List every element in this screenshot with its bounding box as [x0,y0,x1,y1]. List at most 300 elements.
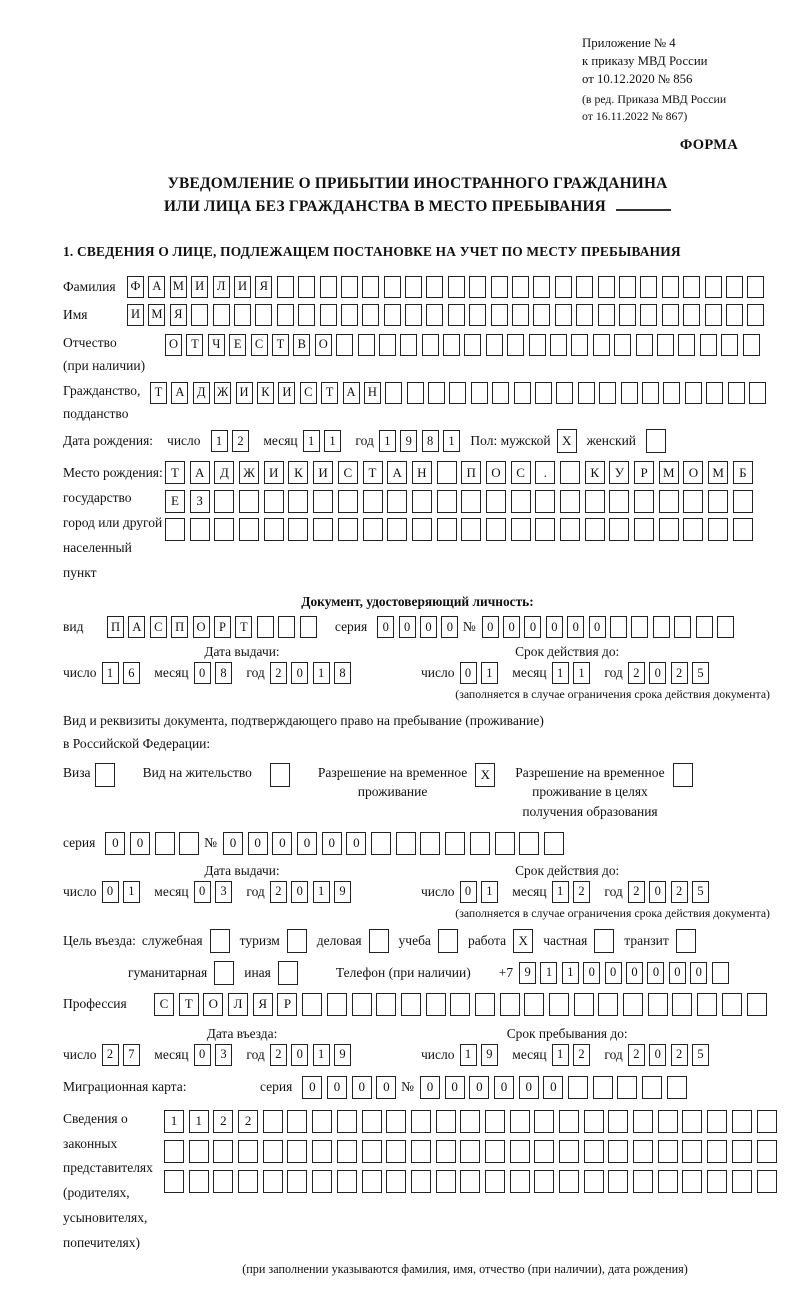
char-cell[interactable]: В [293,334,310,356]
char-cell[interactable] [313,518,333,541]
char-cell[interactable] [662,304,679,326]
residence-issue-day[interactable] [102,881,145,903]
char-cell[interactable] [448,276,465,298]
char-cell[interactable]: А [148,276,165,298]
char-cell[interactable] [405,276,422,298]
char-cell[interactable]: 0 [327,1076,347,1099]
iddoc-number-cells[interactable] [482,616,739,638]
char-cell[interactable] [437,490,457,513]
char-cell[interactable]: О [193,616,210,638]
char-cell[interactable]: Л [228,993,248,1016]
char-cell[interactable] [685,382,702,404]
char-cell[interactable]: 0 [291,881,308,903]
char-cell[interactable] [401,993,421,1016]
char-cell[interactable] [428,382,445,404]
char-cell[interactable] [298,276,315,298]
citizenship-cells[interactable] [150,382,770,404]
char-cell[interactable] [313,490,333,513]
char-cell[interactable]: 8 [215,662,232,684]
char-cell[interactable]: И [236,382,253,404]
char-cell[interactable]: 0 [445,1076,465,1099]
char-cell[interactable] [287,1110,307,1133]
char-cell[interactable] [749,382,766,404]
purpose-tranzit-checkbox[interactable] [676,929,696,953]
char-cell[interactable] [337,1110,357,1133]
char-cell[interactable] [571,334,588,356]
char-cell[interactable] [461,518,481,541]
char-cell[interactable]: Ж [239,461,259,484]
char-cell[interactable] [288,490,308,513]
char-cell[interactable] [534,1140,554,1163]
char-cell[interactable] [678,334,695,356]
char-cell[interactable]: 5 [692,662,709,684]
char-cell[interactable] [722,993,742,1016]
birthplace-row2[interactable] [165,490,758,513]
char-cell[interactable] [633,1170,653,1193]
char-cell[interactable] [757,1140,777,1163]
char-cell[interactable]: О [486,461,506,484]
char-cell[interactable]: И [264,461,284,484]
char-cell[interactable] [674,616,691,638]
char-cell[interactable]: 2 [232,430,249,452]
char-cell[interactable] [511,518,531,541]
char-cell[interactable]: 2 [671,881,688,903]
char-cell[interactable] [732,1110,752,1133]
char-cell[interactable] [384,276,401,298]
char-cell[interactable] [362,304,379,326]
char-cell[interactable] [683,518,703,541]
char-cell[interactable] [726,304,743,326]
char-cell[interactable] [700,334,717,356]
char-cell[interactable]: 0 [346,832,366,855]
char-cell[interactable]: 0 [322,832,342,855]
char-cell[interactable] [405,304,422,326]
char-cell[interactable]: 2 [628,1044,645,1066]
char-cell[interactable] [362,276,379,298]
char-cell[interactable] [511,490,531,513]
char-cell[interactable] [535,382,552,404]
char-cell[interactable]: 1 [303,430,320,452]
char-cell[interactable]: П [107,616,124,638]
char-cell[interactable] [213,304,230,326]
char-cell[interactable]: 0 [543,1076,563,1099]
char-cell[interactable] [533,304,550,326]
char-cell[interactable] [239,490,259,513]
char-cell[interactable] [320,276,337,298]
char-cell[interactable]: С [154,993,174,1016]
char-cell[interactable] [544,832,564,855]
char-cell[interactable] [510,1140,530,1163]
char-cell[interactable]: Н [412,461,432,484]
char-cell[interactable] [358,334,375,356]
char-cell[interactable]: 1 [552,662,569,684]
char-cell[interactable]: 7 [123,1044,140,1066]
char-cell[interactable] [550,334,567,356]
char-cell[interactable] [682,1110,702,1133]
char-cell[interactable] [757,1110,777,1133]
char-cell[interactable]: О [165,334,182,356]
char-cell[interactable]: 1 [573,662,590,684]
char-cell[interactable] [234,304,251,326]
char-cell[interactable]: 0 [503,616,520,638]
char-cell[interactable] [747,276,764,298]
char-cell[interactable]: К [288,461,308,484]
char-cell[interactable]: 8 [334,662,351,684]
char-cell[interactable] [634,490,654,513]
char-cell[interactable] [302,993,322,1016]
char-cell[interactable] [757,1170,777,1193]
purpose-gumanitarnaya-checkbox[interactable] [214,961,234,985]
entry-day[interactable] [102,1044,145,1066]
char-cell[interactable] [672,993,692,1016]
char-cell[interactable]: 2 [628,881,645,903]
birthplace-cells[interactable] [165,461,758,547]
char-cell[interactable] [708,518,728,541]
char-cell[interactable] [338,490,358,513]
char-cell[interactable] [705,276,722,298]
char-cell[interactable] [555,304,572,326]
char-cell[interactable]: Ф [127,276,144,298]
temp-residence-checkbox[interactable]: X [475,763,495,787]
char-cell[interactable]: 0 [567,616,584,638]
char-cell[interactable]: С [338,461,358,484]
char-cell[interactable] [396,832,416,855]
char-cell[interactable]: 0 [441,616,458,638]
char-cell[interactable] [362,1170,382,1193]
entry-year[interactable] [270,1044,356,1066]
char-cell[interactable]: И [234,276,251,298]
char-cell[interactable] [426,276,443,298]
char-cell[interactable] [682,1140,702,1163]
char-cell[interactable]: Е [229,334,246,356]
char-cell[interactable] [585,490,605,513]
gender-male-checkbox[interactable]: X [557,429,577,453]
char-cell[interactable] [619,276,636,298]
char-cell[interactable]: 0 [626,962,643,984]
char-cell[interactable] [412,490,432,513]
char-cell[interactable]: 1 [123,881,140,903]
char-cell[interactable] [708,490,728,513]
char-cell[interactable] [491,304,508,326]
char-cell[interactable] [327,993,347,1016]
char-cell[interactable] [460,1170,480,1193]
char-cell[interactable] [341,276,358,298]
char-cell[interactable]: Т [165,461,185,484]
char-cell[interactable]: 0 [649,662,666,684]
char-cell[interactable] [556,382,573,404]
char-cell[interactable] [300,616,317,638]
char-cell[interactable] [386,1110,406,1133]
char-cell[interactable] [726,276,743,298]
char-cell[interactable] [263,1140,283,1163]
char-cell[interactable] [682,1170,702,1193]
char-cell[interactable]: 0 [690,962,707,984]
char-cell[interactable] [747,993,767,1016]
char-cell[interactable]: 2 [102,1044,119,1066]
char-cell[interactable]: Я [253,993,273,1016]
char-cell[interactable] [642,1076,662,1099]
char-cell[interactable]: 1 [443,430,460,452]
char-cell[interactable] [610,616,627,638]
char-cell[interactable]: 1 [102,662,119,684]
char-cell[interactable] [658,1110,678,1133]
char-cell[interactable]: Р [214,616,231,638]
char-cell[interactable] [155,832,175,855]
char-cell[interactable]: 0 [519,1076,539,1099]
char-cell[interactable]: М [170,276,187,298]
char-cell[interactable]: 1 [313,1044,330,1066]
char-cell[interactable]: У [609,461,629,484]
char-cell[interactable] [721,334,738,356]
char-cell[interactable]: 0 [194,881,211,903]
char-cell[interactable]: 1 [313,881,330,903]
char-cell[interactable] [338,518,358,541]
char-cell[interactable] [585,518,605,541]
char-cell[interactable] [705,304,722,326]
char-cell[interactable] [576,304,593,326]
char-cell[interactable] [633,1110,653,1133]
char-cell[interactable] [712,962,729,984]
char-cell[interactable]: 9 [481,1044,498,1066]
char-cell[interactable]: 0 [376,1076,396,1099]
char-cell[interactable] [593,1076,613,1099]
char-cell[interactable] [533,276,550,298]
phone-cells[interactable] [519,962,733,984]
char-cell[interactable] [341,304,358,326]
char-cell[interactable] [683,304,700,326]
char-cell[interactable] [264,490,284,513]
char-cell[interactable]: А [171,382,188,404]
char-cell[interactable]: С [511,461,531,484]
char-cell[interactable]: А [128,616,145,638]
char-cell[interactable]: С [300,382,317,404]
iddoc-valid-month[interactable] [552,662,595,684]
char-cell[interactable] [486,518,506,541]
char-cell[interactable] [747,304,764,326]
char-cell[interactable] [436,1110,456,1133]
char-cell[interactable]: 0 [524,616,541,638]
char-cell[interactable] [376,993,396,1016]
char-cell[interactable]: Т [363,461,383,484]
migcard-seriya-cells[interactable] [302,1076,401,1099]
birth-year-cells[interactable] [379,430,465,452]
char-cell[interactable] [257,616,274,638]
char-cell[interactable]: Д [214,461,234,484]
char-cell[interactable] [631,616,648,638]
char-cell[interactable]: Я [255,276,272,298]
char-cell[interactable] [189,1140,209,1163]
char-cell[interactable] [512,276,529,298]
char-cell[interactable] [277,276,294,298]
char-cell[interactable] [411,1140,431,1163]
char-cell[interactable] [534,1170,554,1193]
char-cell[interactable]: 0 [105,832,125,855]
char-cell[interactable]: 9 [400,430,417,452]
iddoc-valid-year[interactable] [628,662,714,684]
char-cell[interactable] [320,304,337,326]
char-cell[interactable] [363,490,383,513]
char-cell[interactable] [448,304,465,326]
char-cell[interactable] [288,518,308,541]
char-cell[interactable] [667,1076,687,1099]
char-cell[interactable] [640,276,657,298]
char-cell[interactable] [529,334,546,356]
char-cell[interactable] [387,518,407,541]
gender-female-checkbox[interactable] [646,429,666,453]
char-cell[interactable] [574,993,594,1016]
char-cell[interactable]: М [659,461,679,484]
char-cell[interactable]: Ж [214,382,231,404]
purpose-sluzhebnaya-checkbox[interactable] [210,929,230,953]
char-cell[interactable]: 1 [379,430,396,452]
char-cell[interactable]: М [708,461,728,484]
char-cell[interactable] [426,304,443,326]
char-cell[interactable] [500,993,520,1016]
char-cell[interactable]: 0 [194,1044,211,1066]
char-cell[interactable] [384,304,401,326]
char-cell[interactable] [371,832,391,855]
iddoc-valid-day[interactable] [460,662,503,684]
char-cell[interactable]: 0 [352,1076,372,1099]
char-cell[interactable] [190,518,210,541]
char-cell[interactable] [728,382,745,404]
char-cell[interactable] [578,382,595,404]
char-cell[interactable] [510,1170,530,1193]
purpose-rabota-checkbox[interactable]: X [513,929,533,953]
char-cell[interactable]: 1 [552,881,569,903]
char-cell[interactable]: 0 [102,881,119,903]
char-cell[interactable] [422,334,439,356]
char-cell[interactable] [420,832,440,855]
char-cell[interactable] [312,1170,332,1193]
char-cell[interactable] [298,304,315,326]
char-cell[interactable] [717,616,734,638]
iddoc-issue-month[interactable] [194,662,237,684]
char-cell[interactable]: Р [634,461,654,484]
char-cell[interactable] [633,1140,653,1163]
char-cell[interactable]: 0 [297,832,317,855]
char-cell[interactable]: 2 [238,1110,258,1133]
purpose-ucheba-checkbox[interactable] [438,929,458,953]
char-cell[interactable] [598,993,618,1016]
char-cell[interactable] [662,276,679,298]
char-cell[interactable] [658,1140,678,1163]
residence-permit-checkbox[interactable] [270,763,290,787]
char-cell[interactable]: 1 [552,1044,569,1066]
purpose-delovaya-checkbox[interactable] [369,929,389,953]
char-cell[interactable] [576,276,593,298]
char-cell[interactable] [535,490,555,513]
char-cell[interactable]: С [150,616,167,638]
char-cell[interactable]: 1 [211,430,228,452]
char-cell[interactable] [385,382,402,404]
char-cell[interactable]: 1 [324,430,341,452]
char-cell[interactable] [599,382,616,404]
char-cell[interactable] [707,1110,727,1133]
char-cell[interactable]: 9 [334,1044,351,1066]
char-cell[interactable]: 0 [469,1076,489,1099]
vid-cells[interactable] [107,616,321,638]
char-cell[interactable]: О [683,461,703,484]
char-cell[interactable] [485,1170,505,1193]
char-cell[interactable] [621,382,638,404]
char-cell[interactable]: 0 [377,616,394,638]
char-cell[interactable] [213,1170,233,1193]
char-cell[interactable] [485,1110,505,1133]
char-cell[interactable] [663,382,680,404]
char-cell[interactable] [683,276,700,298]
char-cell[interactable]: 0 [272,832,292,855]
char-cell[interactable]: 0 [302,1076,322,1099]
char-cell[interactable] [642,382,659,404]
char-cell[interactable] [609,490,629,513]
char-cell[interactable] [263,1110,283,1133]
char-cell[interactable]: 0 [605,962,622,984]
char-cell[interactable]: 0 [494,1076,514,1099]
residence-valid-day[interactable] [460,881,503,903]
char-cell[interactable] [608,1140,628,1163]
char-cell[interactable] [559,1140,579,1163]
char-cell[interactable]: З [190,490,210,513]
char-cell[interactable] [623,993,643,1016]
char-cell[interactable]: 0 [291,662,308,684]
char-cell[interactable]: 0 [669,962,686,984]
char-cell[interactable] [732,1170,752,1193]
char-cell[interactable] [555,276,572,298]
char-cell[interactable] [524,993,544,1016]
migcard-number-cells[interactable] [420,1076,692,1099]
residence-issue-month[interactable] [194,881,237,903]
char-cell[interactable] [732,1140,752,1163]
char-cell[interactable]: 0 [291,1044,308,1066]
char-cell[interactable] [560,518,580,541]
char-cell[interactable] [460,1140,480,1163]
char-cell[interactable] [486,490,506,513]
char-cell[interactable]: 0 [399,616,416,638]
birthplace-row1[interactable] [165,461,758,484]
char-cell[interactable] [534,1110,554,1133]
entry-month[interactable] [194,1044,237,1066]
char-cell[interactable] [352,993,372,1016]
char-cell[interactable]: 0 [647,962,664,984]
char-cell[interactable]: 6 [123,662,140,684]
char-cell[interactable] [608,1110,628,1133]
char-cell[interactable]: 0 [420,1076,440,1099]
firstname-cells[interactable] [127,304,769,326]
char-cell[interactable] [214,490,234,513]
patronymic-cells[interactable] [165,334,764,356]
char-cell[interactable]: К [257,382,274,404]
char-cell[interactable] [278,616,295,638]
char-cell[interactable]: 0 [460,881,477,903]
char-cell[interactable]: 1 [164,1110,184,1133]
char-cell[interactable]: 3 [215,1044,232,1066]
char-cell[interactable] [584,1140,604,1163]
char-cell[interactable]: 1 [313,662,330,684]
char-cell[interactable] [560,490,580,513]
char-cell[interactable] [598,304,615,326]
char-cell[interactable]: 0 [460,662,477,684]
char-cell[interactable] [559,1110,579,1133]
char-cell[interactable] [449,382,466,404]
char-cell[interactable]: 1 [562,962,579,984]
char-cell[interactable] [469,304,486,326]
char-cell[interactable]: 5 [692,881,709,903]
char-cell[interactable] [450,993,470,1016]
char-cell[interactable] [400,334,417,356]
char-cell[interactable]: Е [165,490,185,513]
char-cell[interactable] [469,276,486,298]
